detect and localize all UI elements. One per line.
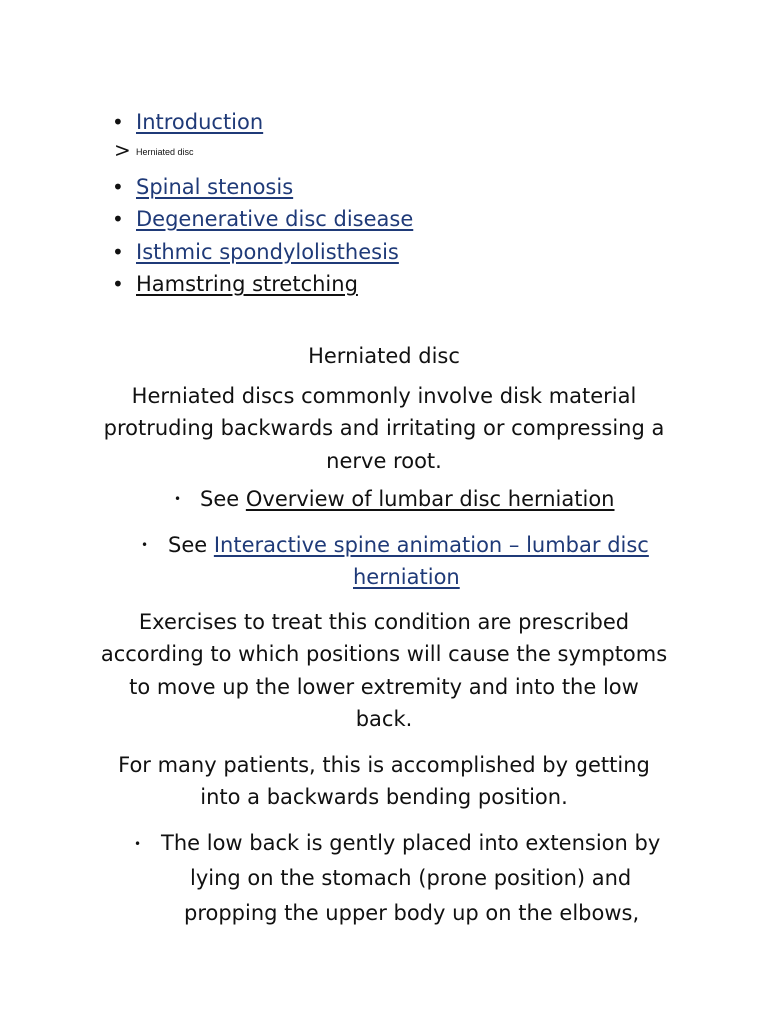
nav-item-spinal-stenosis: [112, 171, 413, 203]
introduction-link[interactable]: Introduction: [136, 110, 264, 134]
bullet-icon: •: [112, 174, 124, 199]
topic-navigation: [112, 106, 413, 300]
see-prefix: See: [168, 533, 214, 557]
intro-paragraph: Herniated discs commonly involve disk material protruding backwards and irritating or compressing a nerve root.: [103, 384, 665, 473]
current-page-label: Herniated disc: [136, 146, 194, 157]
bullet-icon: •: [174, 492, 182, 506]
hamstring-stretching-link[interactable]: Hamstring stretching: [136, 271, 358, 296]
isthmic-spondylolisthesis-link[interactable]: Isthmic spondylolisthesis: [136, 239, 399, 264]
degenerative-disc-disease-link[interactable]: Degenerative disc disease: [136, 207, 414, 232]
exercises-paragraph: Exercises to treat this condition are prescribed according to which positions will cause the symptoms to move up the lower extremity and into the low back.: [100, 610, 668, 732]
bullet-icon: •: [112, 110, 124, 134]
extension-bullet-item: [134, 826, 674, 931]
nav-item-isthmic-spondylolisthesis: [112, 236, 413, 268]
bullet-icon: •: [112, 207, 124, 232]
bullet-icon: •: [112, 271, 124, 296]
chevron-right-icon: >: [114, 138, 131, 163]
see-overview-item: [174, 483, 644, 515]
nav-item-hamstring-stretching: [112, 268, 413, 300]
section-heading: Herniated disc: [308, 344, 460, 368]
see-animation-item: [141, 529, 671, 594]
bullet-icon: •: [141, 538, 149, 552]
bullet-icon: •: [112, 239, 124, 264]
patients-paragraph: For many patients, this is accomplished by getting into a backwards bending position.: [118, 753, 650, 810]
nav-item-herniated-disc-current: [112, 138, 413, 170]
interactive-spine-animation-link-continued[interactable]: herniation: [353, 565, 460, 590]
see-prefix: See: [200, 487, 246, 511]
interactive-spine-animation-link[interactable]: Interactive spine animation – lumbar disc: [213, 533, 649, 557]
spinal-stenosis-link[interactable]: Spinal stenosis: [136, 174, 294, 199]
extension-line-1: The low back is gently placed into extension by: [161, 831, 661, 855]
extension-line-3: propping the upper body up on the elbows,: [184, 901, 640, 925]
overview-lumbar-disc-herniation-link[interactable]: Overview of lumbar disc herniation: [245, 487, 615, 511]
nav-item-introduction: [112, 106, 413, 138]
nav-item-degenerative-disc-disease: [112, 203, 413, 235]
bullet-icon: •: [134, 837, 142, 851]
extension-line-2: lying on the stomach (prone position) and: [190, 866, 632, 890]
